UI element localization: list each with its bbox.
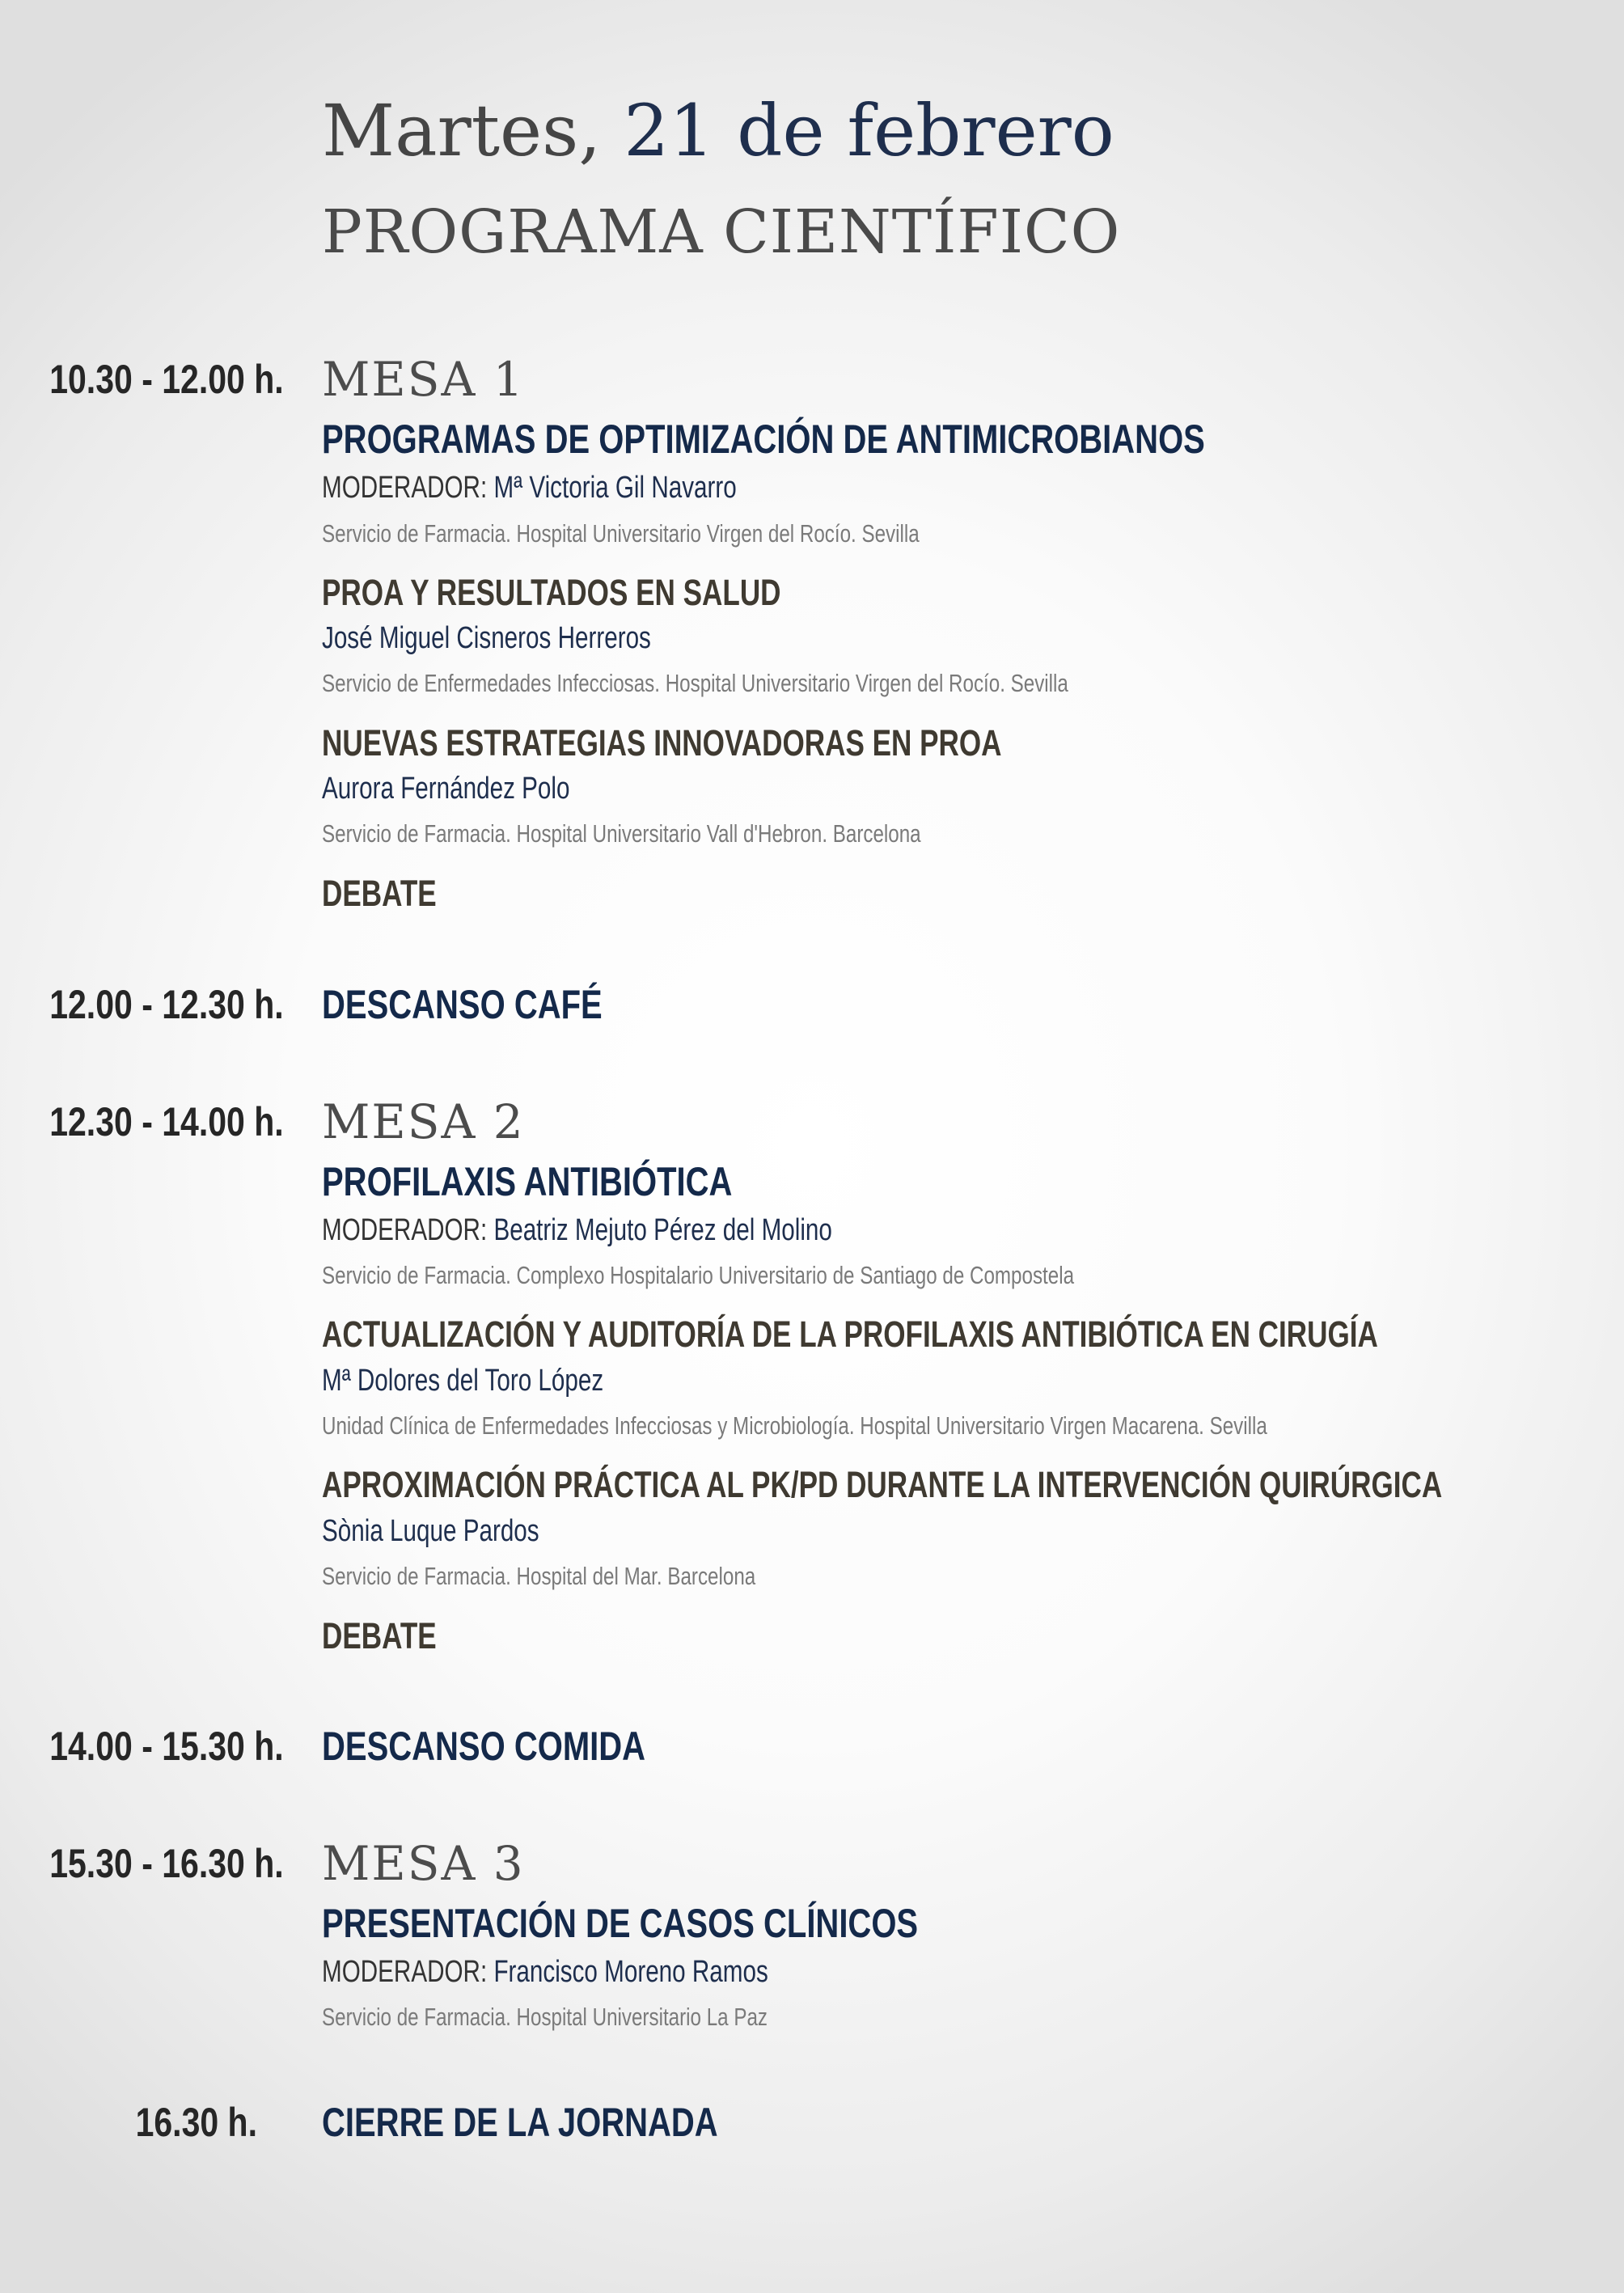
mesa2-moderator-affiliation: Servicio de Farmacia. Complexo Hospitalario Universitario de Santiago de Compostela bbox=[322, 1261, 1075, 1289]
break1-time: 12.00 - 12.30 h. bbox=[49, 982, 284, 1027]
mesa3-moderator bbox=[322, 1957, 768, 1987]
mesa3-time: 15.30 - 16.30 h. bbox=[49, 1841, 284, 1886]
moderator-name: Francisco Moreno Ramos bbox=[493, 1955, 768, 1989]
mesa1-debate: DEBATE bbox=[322, 873, 437, 914]
mesa2-talk2-speaker: Sònia Luque Pardos bbox=[322, 1514, 539, 1548]
mesa1-talk2-speaker: Aurora Fernández Polo bbox=[322, 772, 570, 806]
moderator-label: MODERADOR: bbox=[322, 1213, 488, 1247]
mesa2-time: 12.30 - 14.00 h. bbox=[49, 1099, 284, 1144]
mesa3-title: PRESENTACIÓN DE CASOS CLÍNICOS bbox=[322, 1901, 919, 1946]
mesa2-talk2-title: APROXIMACIÓN PRÁCTICA AL PK/PD DURANTE LA INTERVENCIÓN QUIRÚRGICA bbox=[322, 1464, 1443, 1505]
break1-title: DESCANSO CAFÉ bbox=[322, 982, 603, 1027]
mesa3-moderator-affiliation: Servicio de Farmacia. Hospital Universitario La Paz bbox=[322, 2003, 768, 2031]
mesa1-talk2-affiliation: Servicio de Farmacia. Hospital Universitario Vall d'Hebron. Barcelona bbox=[322, 819, 921, 848]
mesa1-talk2-title: NUEVAS ESTRATEGIAS INNOVADORAS EN PROA bbox=[322, 722, 1002, 764]
date-label: 21 de febrero bbox=[624, 89, 1114, 172]
mesa2-debate: DEBATE bbox=[322, 1615, 437, 1656]
moderator-name: Mª Victoria Gil Navarro bbox=[493, 471, 737, 505]
mesa2-talk1-affiliation: Unidad Clínica de Enfermedades Infecciosas y Microbiología. Hospital Universitario Virgen Macarena. Sevilla bbox=[322, 1411, 1267, 1440]
page-subtitle: PROGRAMA CIENTÍFICO bbox=[322, 197, 1121, 267]
mesa1-title: PROGRAMAS DE OPTIMIZACIÓN DE ANTIMICROBIANOS bbox=[322, 417, 1205, 462]
closing-time: 16.30 h. bbox=[135, 2100, 257, 2145]
mesa1-talk1-affiliation: Servicio de Enfermedades Infecciosas. Hospital Universitario Virgen del Rocío. Sevilla bbox=[322, 669, 1068, 697]
mesa2-moderator bbox=[322, 1215, 832, 1246]
mesa2-talk2-affiliation: Servicio de Farmacia. Hospital del Mar. Barcelona bbox=[322, 1562, 756, 1590]
mesa2-title: PROFILAXIS ANTIBIÓTICA bbox=[322, 1159, 733, 1204]
closing-title: CIERRE DE LA JORNADA bbox=[322, 2100, 718, 2145]
mesa2-label: MESA 2 bbox=[322, 1094, 525, 1149]
mesa1-talk1-title: PROA Y RESULTADOS EN SALUD bbox=[322, 572, 781, 613]
mesa2-talk1-speaker: Mª Dolores del Toro López bbox=[322, 1364, 604, 1398]
day-label: Martes, bbox=[322, 89, 602, 172]
moderator-label: MODERADOR: bbox=[322, 471, 488, 505]
moderator-name: Beatriz Mejuto Pérez del Molino bbox=[493, 1213, 832, 1247]
mesa2-talk1-title: ACTUALIZACIÓN Y AUDITORÍA DE LA PROFILAXIS ANTIBIÓTICA EN CIRUGÍA bbox=[322, 1314, 1378, 1355]
break2-time: 14.00 - 15.30 h. bbox=[49, 1724, 284, 1769]
mesa1-moderator bbox=[322, 472, 737, 503]
mesa1-talk1-speaker: José Miguel Cisneros Herreros bbox=[322, 621, 651, 655]
mesa1-moderator-affiliation: Servicio de Farmacia. Hospital Universitario Virgen del Rocío. Sevilla bbox=[322, 519, 920, 548]
mesa3-label: MESA 3 bbox=[322, 1836, 525, 1891]
mesa1-time: 10.30 - 12.00 h. bbox=[49, 357, 284, 402]
break2-title: DESCANSO COMIDA bbox=[322, 1724, 646, 1769]
moderator-label: MODERADOR: bbox=[322, 1955, 488, 1989]
page-title bbox=[322, 89, 1114, 172]
mesa1-label: MESA 1 bbox=[322, 352, 525, 407]
